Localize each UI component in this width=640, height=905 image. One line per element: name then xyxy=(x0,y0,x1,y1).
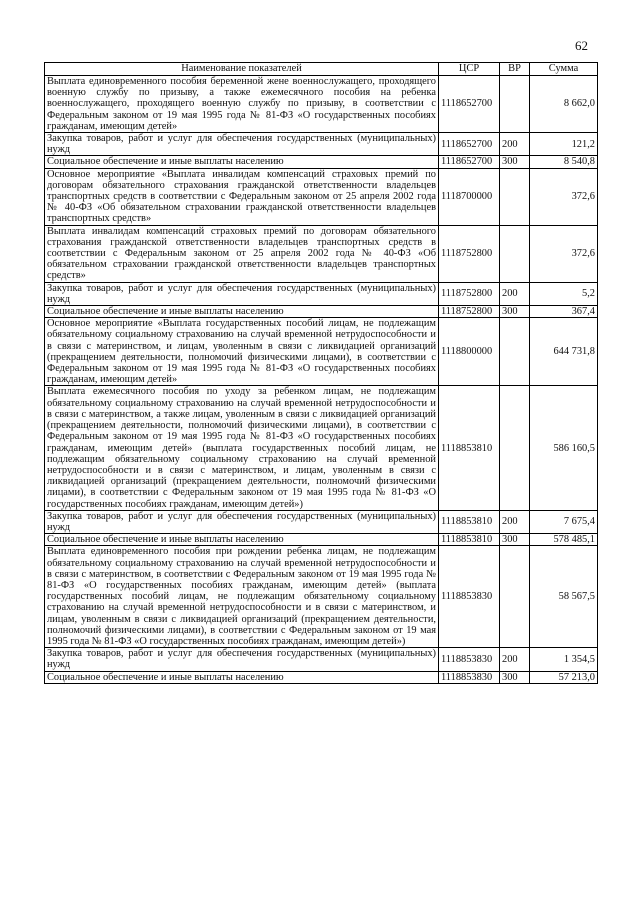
table-row xyxy=(45,648,598,671)
header-sum: Сумма xyxy=(530,63,598,76)
table-row xyxy=(45,671,598,683)
table-row xyxy=(45,225,598,282)
row-sum: 578 485,1 xyxy=(530,534,598,546)
row-csr: 1118853830 xyxy=(439,671,500,683)
row-csr: 1118853810 xyxy=(439,510,500,533)
row-sum: 372,6 xyxy=(530,225,598,282)
row-csr: 1118752800 xyxy=(439,282,500,305)
table-row xyxy=(45,133,598,156)
row-vr: 300 xyxy=(500,156,530,168)
row-vr xyxy=(500,318,530,386)
row-vr: 300 xyxy=(500,671,530,683)
table-row xyxy=(45,546,598,648)
row-sum: 586 160,5 xyxy=(530,386,598,510)
row-sum: 8 540,8 xyxy=(530,156,598,168)
row-sum: 1 354,5 xyxy=(530,648,598,671)
row-vr xyxy=(500,225,530,282)
row-csr: 1118752800 xyxy=(439,306,500,318)
row-vr: 200 xyxy=(500,510,530,533)
table-row xyxy=(45,306,598,318)
row-sum: 57 213,0 xyxy=(530,671,598,683)
budget-table xyxy=(44,62,598,684)
table-row xyxy=(45,156,598,168)
table-row xyxy=(45,510,598,533)
table-row xyxy=(45,168,598,225)
row-name: Выплата инвалидам компенсаций страховых премий по договорам обязательного страхования гражданской ответственности владельцев транспортных средств в соответствии с Федеральным законом от 25 апреля 2002 года № 40-ФЗ «Об обязательном страховании гражданской ответственности владельцев транспортных средств» xyxy=(45,225,439,282)
header-csr: ЦСР xyxy=(439,63,500,76)
row-name: Закупка товаров, работ и услуг для обеспечения государственных (муниципальных) нужд xyxy=(45,133,439,156)
row-name: Выплата единовременного пособия беременной жене военнослужащего, проходящего военную службу по призыву, а также ежемесячного пособия на ребенка военнослужащего, проходящего военную службу по призыву, в соответствии с Федеральным законом от 19 мая 1995 года № 81-ФЗ «О государственных пособиях гражданам, имеющим детей» xyxy=(45,76,439,133)
row-name: Социальное обеспечение и иные выплаты населению xyxy=(45,156,439,168)
row-vr xyxy=(500,386,530,510)
row-vr xyxy=(500,168,530,225)
row-vr xyxy=(500,76,530,133)
row-sum: 121,2 xyxy=(530,133,598,156)
row-vr: 200 xyxy=(500,133,530,156)
row-name: Закупка товаров, работ и услуг для обеспечения государственных (муниципальных) нужд xyxy=(45,282,439,305)
row-vr: 300 xyxy=(500,306,530,318)
row-name: Основное мероприятие «Выплата государственных пособий лицам, не подлежащим обязательному социальному страхованию на случай временной нетрудоспособности и в связи с материнством, и лицам, уволенным в связи с ликвидацией организаций (прекращением деятельности, полномочий физическими лицами), в соответствии с Федеральным законом от 19 мая 1995 года № 81-ФЗ «О государственных пособиях гражданам, имеющим детей» xyxy=(45,318,439,386)
row-csr: 1118652700 xyxy=(439,133,500,156)
row-vr: 200 xyxy=(500,648,530,671)
row-sum: 5,2 xyxy=(530,282,598,305)
row-csr: 1118700000 xyxy=(439,168,500,225)
row-sum: 367,4 xyxy=(530,306,598,318)
row-vr: 300 xyxy=(500,534,530,546)
table-row xyxy=(45,534,598,546)
header-name: Наименование показателей xyxy=(45,63,439,76)
row-csr: 1118652700 xyxy=(439,156,500,168)
row-vr: 200 xyxy=(500,282,530,305)
row-sum: 58 567,5 xyxy=(530,546,598,648)
table-row xyxy=(45,318,598,386)
table-row xyxy=(45,76,598,133)
row-sum: 644 731,8 xyxy=(530,318,598,386)
row-csr: 1118853810 xyxy=(439,534,500,546)
row-csr: 1118853830 xyxy=(439,648,500,671)
table-row xyxy=(45,386,598,510)
row-csr: 1118752800 xyxy=(439,225,500,282)
row-vr xyxy=(500,546,530,648)
row-csr: 1118652700 xyxy=(439,76,500,133)
row-name: Основное мероприятие «Выплата инвалидам компенсаций страховых премий по договорам обязательного страхования гражданской ответственности владельцев транспортных средств в соответствии с Федеральным законом от 25 апреля 2002 года № 40-ФЗ «Об обязательном страховании гражданской ответственности владельцев транспортных средств» xyxy=(45,168,439,225)
row-csr: 1118800000 xyxy=(439,318,500,386)
row-csr: 1118853830 xyxy=(439,546,500,648)
row-name: Выплата единовременного пособия при рождении ребенка лицам, не подлежащим обязательному социальному страхованию на случай временной нетрудоспособности и в связи с материнством, в соответствии с Федеральным законом от 19 мая 1995 года № 81-ФЗ «О государственных пособиях гражданам, имеющим детей» (выплата государственных пособий лицам, не подлежащим обязательному социальному страхованию на случай временной нетрудоспособности и в связи с материнством, и лицам, уволенным в связи с ликвидацией организаций (прекращением деятельности, полномочий физическими лицами), в соответствии с Федеральным законом от 19 мая 1995 года № 81-ФЗ «О государственных пособиях гражданам, имеющим детей») xyxy=(45,546,439,648)
row-name: Социальное обеспечение и иные выплаты населению xyxy=(45,671,439,683)
table-header-row xyxy=(45,63,598,76)
row-name: Выплата ежемесячного пособия по уходу за ребенком лицам, не подлежащим обязательному социальному страхованию на случай временной нетрудоспособности и в связи с материнством, а также лицам, уволенным в связи с ликвидацией организаций (прекращением деятельности, полномочий физическими лицами), в соответствии с Федеральным законом от 19 мая 1995 года № 81-ФЗ «О государственных пособиях гражданам, имеющим детей» (выплата государственных пособий лицам, не подлежащим обязательному социальному страхованию на случай временной нетрудоспособности и в связи с материнством, и лицам, уволенным в связи с ликвидацией организаций (прекращением деятельности, полномочий физическими лицами), в соответствии с Федеральным законом от 19 мая 1995 года № 81-ФЗ «О государственных пособиях гражданам, имеющим детей») xyxy=(45,386,439,510)
row-name: Закупка товаров, работ и услуг для обеспечения государственных (муниципальных) нужд xyxy=(45,648,439,671)
row-sum: 8 662,0 xyxy=(530,76,598,133)
table-row xyxy=(45,282,598,305)
row-csr: 1118853810 xyxy=(439,386,500,510)
row-name: Социальное обеспечение и иные выплаты населению xyxy=(45,306,439,318)
page-number: 62 xyxy=(575,38,588,53)
row-sum: 372,6 xyxy=(530,168,598,225)
row-name: Закупка товаров, работ и услуг для обеспечения государственных (муниципальных) нужд xyxy=(45,510,439,533)
row-sum: 7 675,4 xyxy=(530,510,598,533)
row-name: Социальное обеспечение и иные выплаты населению xyxy=(45,534,439,546)
header-vr: ВР xyxy=(500,63,530,76)
